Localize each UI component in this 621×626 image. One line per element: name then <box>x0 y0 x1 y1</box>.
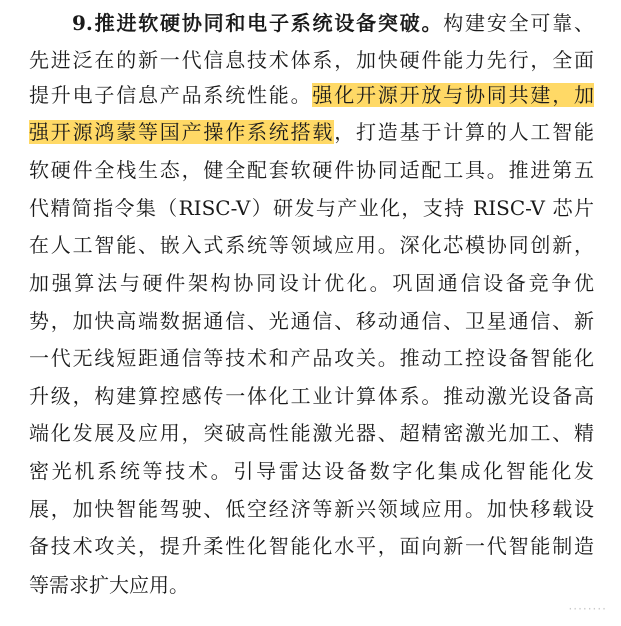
section-heading: 9.推进软硬协同和电子系统设备突破。 <box>72 11 444 35</box>
body-text: 提升电子信息产品系统性能。 <box>29 83 313 107</box>
body-text: 构建安全可靠、 <box>443 11 594 35</box>
body-text: 密光机系统等技术。引导雷达设备数字化集成化智能化发 <box>29 459 594 483</box>
paragraph-line-8 <box>29 268 594 298</box>
highlighted-text: 强开源鸿蒙等国产操作系统搭载 <box>29 120 335 144</box>
body-text: 势，加快高端数据通信、光通信、移动通信、卫星通信、新 <box>29 309 594 333</box>
body-text: 备技术攻关，提升柔性化智能化水平，面向新一代智能制造 <box>29 534 594 558</box>
paragraph-line-12 <box>29 418 594 448</box>
paragraph-line-16 <box>29 570 189 600</box>
body-text: 升级，构建算控感传一体化工业计算体系。推动激光设备高 <box>29 384 594 408</box>
paragraph-line-10 <box>29 343 594 373</box>
body-text: 在人工智能、嵌入式系统等领域应用。深化芯模协同创新， <box>29 233 594 257</box>
body-text: 代精简指令集（RISC-V）研发与产业化，支持 RISC-V 芯片 <box>29 196 594 220</box>
paragraph-line-1 <box>72 8 594 38</box>
paragraph-line-14 <box>29 494 594 524</box>
paragraph-line-6 <box>29 193 594 223</box>
paragraph-line-4 <box>29 117 594 147</box>
paragraph-line-2 <box>29 45 594 75</box>
paragraph-line-11 <box>29 381 594 411</box>
body-text: 加强算法与硬件架构协同设计优化。巩固通信设备竞争优 <box>29 271 594 295</box>
body-text: 一代无线短距通信等技术和产品攻关。推动工控设备智能化 <box>29 346 594 370</box>
highlighted-text: 强化开源开放与协同共建，加 <box>312 83 595 107</box>
paragraph-line-15 <box>29 531 594 561</box>
paragraph-line-13 <box>29 456 594 486</box>
paragraph-line-9 <box>29 306 594 336</box>
body-text: ，打造基于计算的人工智能 <box>334 120 595 144</box>
paragraph-line-3 <box>29 80 594 110</box>
body-text: 先进泛在的新一代信息技术体系，加快硬件能力先行，全面 <box>29 48 594 72</box>
body-text: 展，加快智能驾驶、低空经济等新兴领域应用。加快移载设 <box>29 497 594 521</box>
body-text: 端化发展及应用，突破高性能激光器、超精密激光加工、精 <box>29 421 594 445</box>
paragraph-line-5 <box>29 155 594 185</box>
body-text: 等需求扩大应用。 <box>29 573 189 597</box>
body-text: 软硬件全栈生态，健全配套软硬件协同适配工具。推进第五 <box>29 158 594 182</box>
paragraph-line-7 <box>29 230 594 260</box>
watermark: ········ <box>568 602 607 616</box>
